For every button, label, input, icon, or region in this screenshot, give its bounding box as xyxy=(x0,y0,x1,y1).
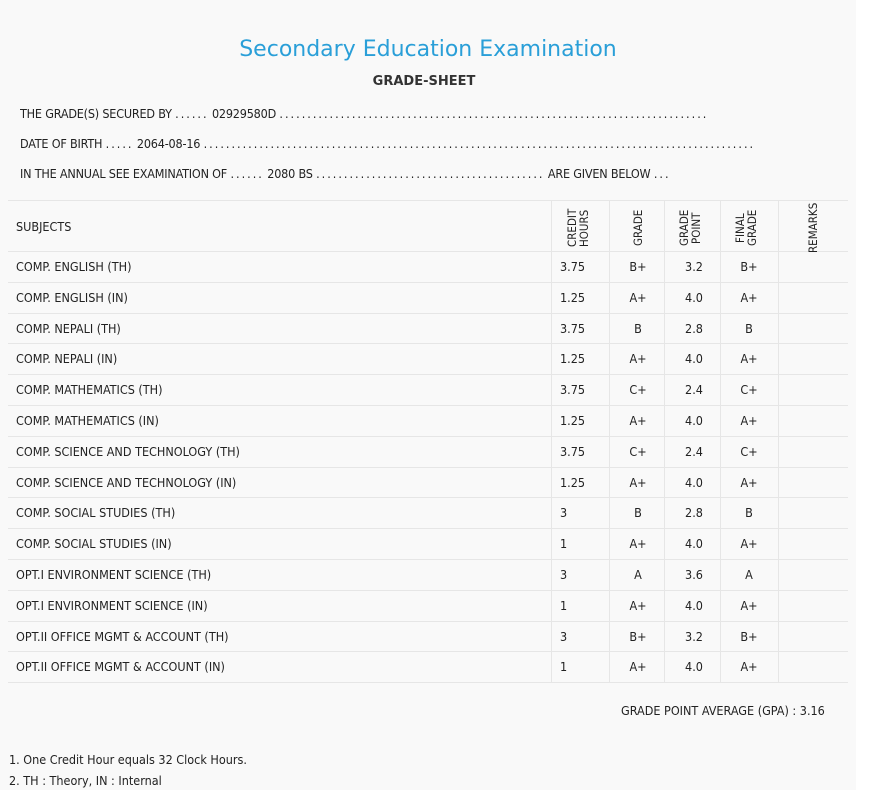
cell-final-grade: A+ xyxy=(740,597,758,613)
cell-subject: OPT.II OFFICE MGMT & ACCOUNT (TH) xyxy=(16,628,229,644)
cell-grade: A+ xyxy=(629,474,647,490)
row-divider xyxy=(8,313,848,314)
cell-grade-point: 2.8 xyxy=(685,505,703,521)
cell-credit-hours: 1 xyxy=(560,536,568,552)
cell-credit-hours: 3.75 xyxy=(560,259,586,274)
cell-subject: COMP. MATHEMATICS (IN) xyxy=(16,413,159,428)
cell-subject: COMP. SCIENCE AND TECHNOLOGY (IN) xyxy=(16,474,237,490)
cell-final-grade: C+ xyxy=(740,443,758,459)
cell-grade: A+ xyxy=(629,289,647,305)
cell-subject: COMP. SOCIAL STUDIES (TH) xyxy=(16,505,176,521)
cell-final-grade: B+ xyxy=(740,628,758,644)
row-divider xyxy=(8,559,848,560)
cell-grade-point: 4.0 xyxy=(685,659,703,675)
cell-grade-point: 4.0 xyxy=(685,413,703,428)
cell-final-grade: A xyxy=(745,567,753,582)
secured-by-label: THE GRADE(S) SECURED BY xyxy=(20,106,172,121)
cell-grade-point: 3.6 xyxy=(685,567,703,582)
cell-credit-hours: 1 xyxy=(560,597,568,613)
cell-subject: COMP. NEPALI (TH) xyxy=(16,320,121,336)
cell-final-grade: C+ xyxy=(740,382,758,398)
cell-grade-point: 4.0 xyxy=(685,474,703,490)
dob-label: DATE OF BIRTH xyxy=(20,136,103,151)
row-divider xyxy=(8,467,848,468)
cell-subject: COMP. SOCIAL STUDIES (IN) xyxy=(16,536,172,552)
cell-credit-hours: 3 xyxy=(560,628,568,644)
row-divider xyxy=(8,374,848,375)
cell-grade: C+ xyxy=(629,382,647,398)
cell-final-grade: A+ xyxy=(740,289,758,305)
cell-credit-hours: 1 xyxy=(560,659,568,675)
info-exam: IN THE ANNUAL SEE EXAMINATION OF ...... 2080 BS ......................................... ARE GIVEN BELOW ... xyxy=(20,166,671,181)
cell-grade: B+ xyxy=(629,259,647,274)
cell-credit-hours: 1.25 xyxy=(560,413,586,428)
column-divider xyxy=(664,200,665,682)
header-grade-point: GRADE POINT xyxy=(677,209,703,247)
row-divider xyxy=(8,282,848,283)
cell-grade: A+ xyxy=(629,351,647,367)
cell-grade: B xyxy=(634,505,642,521)
cell-credit-hours: 1.25 xyxy=(560,351,586,367)
row-divider xyxy=(8,436,848,437)
exam-year: 2080 BS xyxy=(267,166,313,181)
row-divider xyxy=(8,621,848,622)
cell-grade: A xyxy=(634,567,642,582)
note-credit-hour: 1. One Credit Hour equals 32 Clock Hours. xyxy=(9,752,247,767)
row-divider xyxy=(8,343,848,344)
header-subjects: SUBJECTS xyxy=(16,219,72,234)
exam-title: Secondary Education Examination xyxy=(239,37,617,62)
cell-subject: OPT.I ENVIRONMENT SCIENCE (IN) xyxy=(16,597,208,613)
cell-final-grade: A+ xyxy=(740,659,758,675)
cell-final-grade: B xyxy=(745,320,753,336)
cell-grade: A+ xyxy=(629,597,647,613)
column-divider xyxy=(720,200,721,682)
cell-final-grade: A+ xyxy=(740,351,758,367)
row-divider xyxy=(8,590,848,591)
cell-grade-point: 4.0 xyxy=(685,289,703,305)
dob-value: 2064-08-16 xyxy=(136,136,201,151)
header-grade: GRADE xyxy=(631,209,645,247)
cell-grade: A+ xyxy=(629,413,647,428)
cell-grade-point: 4.0 xyxy=(685,351,703,367)
header-credit-hours: CREDIT HOURS xyxy=(565,208,591,248)
cell-credit-hours: 3 xyxy=(560,505,568,521)
cell-grade: A+ xyxy=(629,659,647,675)
cell-subject: OPT.I ENVIRONMENT SCIENCE (TH) xyxy=(16,567,212,582)
sheet-title: GRADE-SHEET xyxy=(372,74,476,89)
cell-grade-point: 4.0 xyxy=(685,536,703,552)
cell-final-grade: B xyxy=(745,505,753,521)
cell-final-grade: A+ xyxy=(740,474,758,490)
cell-final-grade: B+ xyxy=(740,259,758,274)
info-secured-by: THE GRADE(S) SECURED BY ...... 02929580D ............................................................................. xyxy=(20,106,709,121)
cell-final-grade: A+ xyxy=(740,536,758,552)
cell-subject: OPT.II OFFICE MGMT & ACCOUNT (IN) xyxy=(16,659,225,675)
row-divider xyxy=(8,528,848,529)
row-divider xyxy=(8,405,848,406)
cell-subject: COMP. SCIENCE AND TECHNOLOGY (TH) xyxy=(16,443,240,459)
column-divider xyxy=(778,200,779,682)
column-divider xyxy=(551,200,552,682)
cell-credit-hours: 3.75 xyxy=(560,320,586,336)
cell-grade-point: 2.4 xyxy=(685,443,703,459)
cell-grade: B+ xyxy=(629,628,647,644)
cell-subject: COMP. NEPALI (IN) xyxy=(16,351,118,367)
gpa-summary: GRADE POINT AVERAGE (GPA) : 3.16 xyxy=(621,703,825,718)
cell-credit-hours: 3.75 xyxy=(560,382,586,398)
cell-credit-hours: 3 xyxy=(560,567,568,582)
cell-grade-point: 2.4 xyxy=(685,382,703,398)
cell-grade: B xyxy=(634,320,642,336)
cell-final-grade: A+ xyxy=(740,413,758,428)
row-divider xyxy=(8,251,848,252)
cell-grade: A+ xyxy=(629,536,647,552)
cell-grade-point: 4.0 xyxy=(685,597,703,613)
cell-grade-point: 2.8 xyxy=(685,320,703,336)
cell-subject: COMP. MATHEMATICS (TH) xyxy=(16,382,163,398)
row-divider xyxy=(8,682,848,683)
cell-subject: COMP. ENGLISH (TH) xyxy=(16,259,132,274)
cell-credit-hours: 3.75 xyxy=(560,443,586,459)
cell-credit-hours: 1.25 xyxy=(560,474,586,490)
cell-grade: C+ xyxy=(629,443,647,459)
row-divider xyxy=(8,497,848,498)
cell-grade-point: 3.2 xyxy=(685,628,703,644)
cell-credit-hours: 1.25 xyxy=(560,289,586,305)
exam-label: IN THE ANNUAL SEE EXAMINATION OF xyxy=(20,166,228,181)
cell-grade-point: 3.2 xyxy=(685,259,703,274)
table-top-border xyxy=(8,200,848,201)
info-dob: DATE OF BIRTH ..... 2064-08-16 ................................................................................................... xyxy=(20,136,756,151)
cell-subject: COMP. ENGLISH (IN) xyxy=(16,289,128,305)
column-divider xyxy=(609,200,610,682)
given-below-label: ARE GIVEN BELOW xyxy=(547,166,651,181)
header-final-grade: FINAL GRADE xyxy=(733,209,759,247)
row-divider xyxy=(8,651,848,652)
note-abbreviations: 2. TH : Theory, IN : Internal xyxy=(9,773,162,788)
header-remarks: REMARKS xyxy=(806,202,820,254)
symbol-number: 02929580D xyxy=(211,106,277,121)
